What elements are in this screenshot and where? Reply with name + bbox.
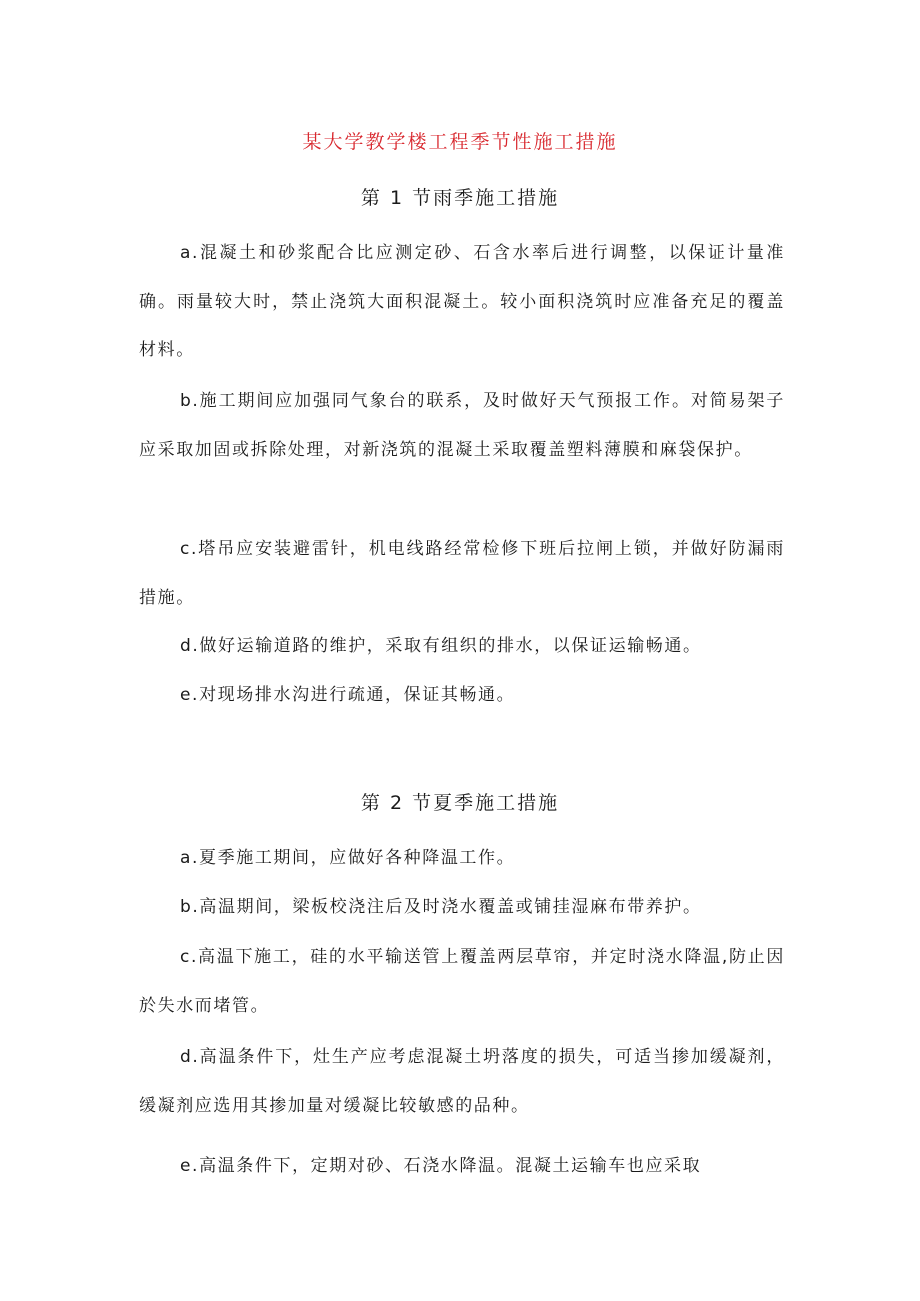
section-2-paragraph-b: b.高温期间，梁板校浇注后及时浇水覆盖或铺挂湿麻布带养护。 [180, 897, 702, 917]
section-2-paragraph-a: a.夏季施工期间，应做好各种降温工作。 [180, 848, 516, 868]
section-1-paragraph-c: c.塔吊应安装避雷针，机电线路经常检修下班后拉闸上锁，并做好防漏雨措施。 [139, 539, 785, 608]
section-2-paragraph-e: e.高温条件下，定期对砂、石浇水降温。混凝土运输车也应采取 [180, 1156, 702, 1176]
section-1-heading: 第 1 节雨季施工措施 [360, 187, 560, 209]
section-1-paragraph-b: b.施工期间应加强同气象台的联系，及时做好天气预报工作。对简易架子应采取加固或拆除处理，对新浇筑的混凝土采取覆盖塑料薄膜和麻袋保护。 [139, 391, 785, 460]
section-1-paragraph-d: d.做好运输道路的维护，采取有组织的排水，以保证运输畅通。 [180, 636, 702, 656]
section-2-paragraph-d: d.高温条件下，灶生产应考虑混凝土坍落度的损失，可适当掺加缓凝剂，缓凝剂应选用其掺加量对缓凝比较敏感的品种。 [139, 1047, 785, 1116]
section-2-heading: 第 2 节夏季施工措施 [360, 792, 560, 814]
section-1-paragraph-a: a.混凝土和砂浆配合比应测定砂、石含水率后进行调整，以保证计量准确。雨量较大时，禁止浇筑大面积混凝土。较小面积浇筑时应准备充足的覆盖材料。 [139, 243, 785, 360]
section-1-paragraph-e: e.对现场排水沟进行疏通，保证其畅通。 [180, 685, 516, 705]
document-title: 某大学教学楼工程季节性施工措施 [302, 131, 618, 153]
section-2-paragraph-c: c.高温下施工，硅的水平输送管上覆盖两层草帘，并定时浇水降温,防止因於失水而堵管。 [139, 947, 785, 1016]
